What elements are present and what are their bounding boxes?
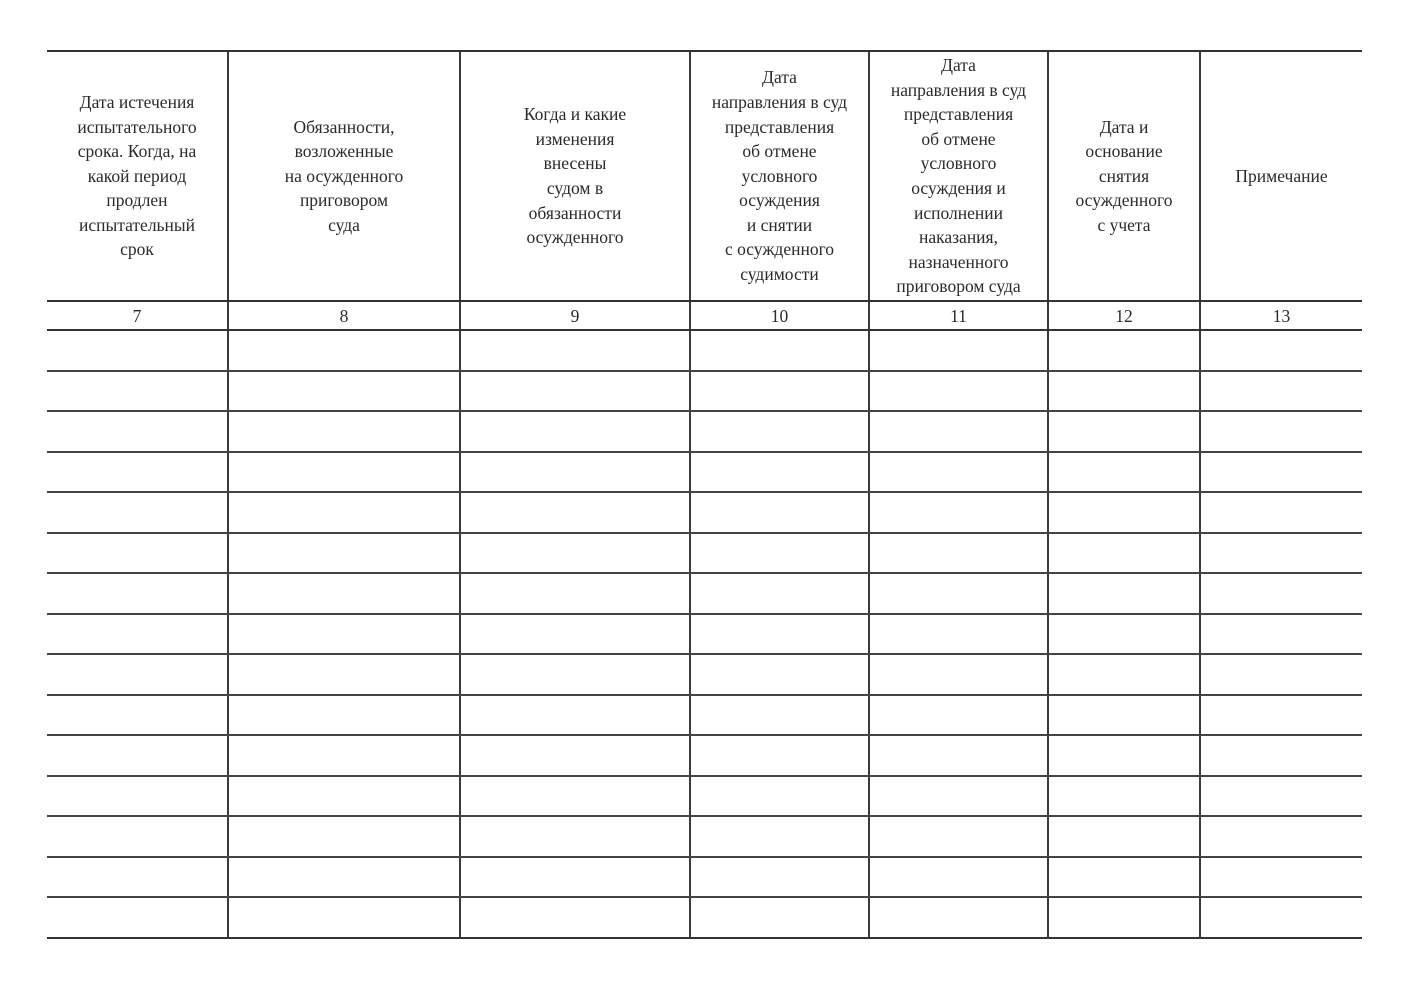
table-body <box>47 330 1362 938</box>
table-cell[interactable] <box>460 735 690 776</box>
table-row <box>47 857 1362 898</box>
column-number: 11 <box>869 301 1048 330</box>
table-cell[interactable] <box>869 654 1048 695</box>
table-cell[interactable] <box>690 411 869 452</box>
column-header-sentence-execution-submission: Дата направления в суд представления об отмене условного осуждения и исполнении наказания, назначенного приговором суда <box>869 51 1048 301</box>
table-cell[interactable] <box>47 452 228 493</box>
column-header-note: Примечание <box>1200 51 1362 301</box>
column-header-duties: Обязанности, возложенные на осужденного приговором суда <box>228 51 460 301</box>
table-cell[interactable] <box>1048 330 1200 371</box>
table-cell[interactable] <box>1048 573 1200 614</box>
table-cell[interactable] <box>690 654 869 695</box>
table-cell[interactable] <box>1048 533 1200 574</box>
table-cell[interactable] <box>460 695 690 736</box>
table-row <box>47 573 1362 614</box>
table-cell[interactable] <box>47 614 228 655</box>
table-cell[interactable] <box>869 533 1048 574</box>
column-number: 10 <box>690 301 869 330</box>
header-row <box>47 51 1362 301</box>
table-cell[interactable] <box>1048 816 1200 857</box>
table-cell[interactable] <box>1048 452 1200 493</box>
table-cell[interactable] <box>690 330 869 371</box>
table-cell[interactable] <box>47 776 228 817</box>
table-cell[interactable] <box>460 533 690 574</box>
table-cell[interactable] <box>228 735 460 776</box>
table-row <box>47 776 1362 817</box>
table-row <box>47 695 1362 736</box>
table-cell[interactable] <box>869 452 1048 493</box>
table-cell[interactable] <box>1200 897 1362 938</box>
table-cell[interactable] <box>1200 735 1362 776</box>
table-cell[interactable] <box>460 776 690 817</box>
table-cell[interactable] <box>690 614 869 655</box>
column-number: 13 <box>1200 301 1362 330</box>
table-cell[interactable] <box>47 492 228 533</box>
column-header-probation-expiry: Дата истечения испытательного срока. Когда, на какой период продлен испытательный срок <box>47 51 228 301</box>
table-cell[interactable] <box>869 816 1048 857</box>
table-cell[interactable] <box>690 897 869 938</box>
table-cell[interactable] <box>460 330 690 371</box>
table-cell[interactable] <box>228 492 460 533</box>
table-row <box>47 330 1362 371</box>
table-cell[interactable] <box>1048 411 1200 452</box>
table-cell[interactable] <box>869 614 1048 655</box>
table-cell[interactable] <box>47 533 228 574</box>
table-cell[interactable] <box>869 330 1048 371</box>
table-row <box>47 897 1362 938</box>
table-cell[interactable] <box>1200 330 1362 371</box>
table-row <box>47 411 1362 452</box>
table-cell[interactable] <box>460 654 690 695</box>
table-cell[interactable] <box>690 371 869 412</box>
column-number: 12 <box>1048 301 1200 330</box>
table-cell[interactable] <box>869 492 1048 533</box>
table-cell[interactable] <box>1048 897 1200 938</box>
table-row <box>47 614 1362 655</box>
table-cell[interactable] <box>460 857 690 898</box>
column-header-deregistration: Дата и основание снятия осужденного с учета <box>1048 51 1200 301</box>
column-header-duty-changes: Когда и какие изменения внесены судом в обязанности осужденного <box>460 51 690 301</box>
table-cell[interactable] <box>47 857 228 898</box>
table-cell[interactable] <box>1048 857 1200 898</box>
table-cell[interactable] <box>869 857 1048 898</box>
column-header-conviction-removal-submission: Дата направления в суд представления об отмене условного осуждения и снятии с осужденного судимости <box>690 51 869 301</box>
table-cell[interactable] <box>47 654 228 695</box>
table-cell[interactable] <box>690 695 869 736</box>
table-row <box>47 735 1362 776</box>
table-cell[interactable] <box>1048 614 1200 655</box>
table-cell[interactable] <box>228 614 460 655</box>
column-number-row <box>47 301 1362 330</box>
table-cell[interactable] <box>1048 776 1200 817</box>
table-cell[interactable] <box>869 897 1048 938</box>
table-cell[interactable] <box>460 371 690 412</box>
table-cell[interactable] <box>1048 371 1200 412</box>
table-cell[interactable] <box>1200 816 1362 857</box>
table-cell[interactable] <box>228 533 460 574</box>
table-cell[interactable] <box>1200 573 1362 614</box>
table-cell[interactable] <box>1200 452 1362 493</box>
table-row <box>47 371 1362 412</box>
table-cell[interactable] <box>690 816 869 857</box>
table-cell[interactable] <box>690 573 869 614</box>
table-cell[interactable] <box>1200 614 1362 655</box>
table-cell[interactable] <box>1048 695 1200 736</box>
table-cell[interactable] <box>1200 776 1362 817</box>
table-cell[interactable] <box>228 857 460 898</box>
table-row <box>47 452 1362 493</box>
table-cell[interactable] <box>228 897 460 938</box>
table-cell[interactable] <box>228 411 460 452</box>
table-cell[interactable] <box>1200 654 1362 695</box>
table-cell[interactable] <box>47 371 228 412</box>
table-cell[interactable] <box>460 897 690 938</box>
column-number: 7 <box>47 301 228 330</box>
table-cell[interactable] <box>228 371 460 412</box>
table-cell[interactable] <box>690 776 869 817</box>
table-cell[interactable] <box>690 492 869 533</box>
table-cell[interactable] <box>47 573 228 614</box>
table-cell[interactable] <box>228 695 460 736</box>
table-row <box>47 654 1362 695</box>
table-cell[interactable] <box>1048 735 1200 776</box>
table-cell[interactable] <box>869 371 1048 412</box>
table-cell[interactable] <box>228 330 460 371</box>
table-cell[interactable] <box>460 411 690 452</box>
table-cell[interactable] <box>1200 695 1362 736</box>
table-cell[interactable] <box>1200 857 1362 898</box>
table-cell[interactable] <box>460 492 690 533</box>
table-cell[interactable] <box>869 411 1048 452</box>
table-cell[interactable] <box>47 897 228 938</box>
table-row <box>47 816 1362 857</box>
table-row <box>47 492 1362 533</box>
table-cell[interactable] <box>47 816 228 857</box>
table-cell[interactable] <box>460 452 690 493</box>
table-cell[interactable] <box>228 654 460 695</box>
table-cell[interactable] <box>460 816 690 857</box>
table-cell[interactable] <box>1200 492 1362 533</box>
table-row <box>47 533 1362 574</box>
table-cell[interactable] <box>690 857 869 898</box>
table-cell[interactable] <box>228 452 460 493</box>
table-cell[interactable] <box>1200 533 1362 574</box>
table-cell[interactable] <box>1048 492 1200 533</box>
table-cell[interactable] <box>690 533 869 574</box>
table-cell[interactable] <box>228 573 460 614</box>
column-number: 8 <box>228 301 460 330</box>
table-cell[interactable] <box>47 411 228 452</box>
table-cell[interactable] <box>869 776 1048 817</box>
table-cell[interactable] <box>47 330 228 371</box>
table-cell[interactable] <box>690 735 869 776</box>
column-number: 9 <box>460 301 690 330</box>
table-cell[interactable] <box>1200 411 1362 452</box>
table-cell[interactable] <box>869 735 1048 776</box>
table-cell[interactable] <box>1200 371 1362 412</box>
table-cell[interactable] <box>869 695 1048 736</box>
table-cell[interactable] <box>869 573 1048 614</box>
register-table <box>47 50 1362 939</box>
table-cell[interactable] <box>47 735 228 776</box>
table-cell[interactable] <box>47 695 228 736</box>
table-cell[interactable] <box>690 452 869 493</box>
table-cell[interactable] <box>460 614 690 655</box>
table-cell[interactable] <box>228 776 460 817</box>
table-cell[interactable] <box>228 816 460 857</box>
table-cell[interactable] <box>460 573 690 614</box>
table-cell[interactable] <box>1048 654 1200 695</box>
